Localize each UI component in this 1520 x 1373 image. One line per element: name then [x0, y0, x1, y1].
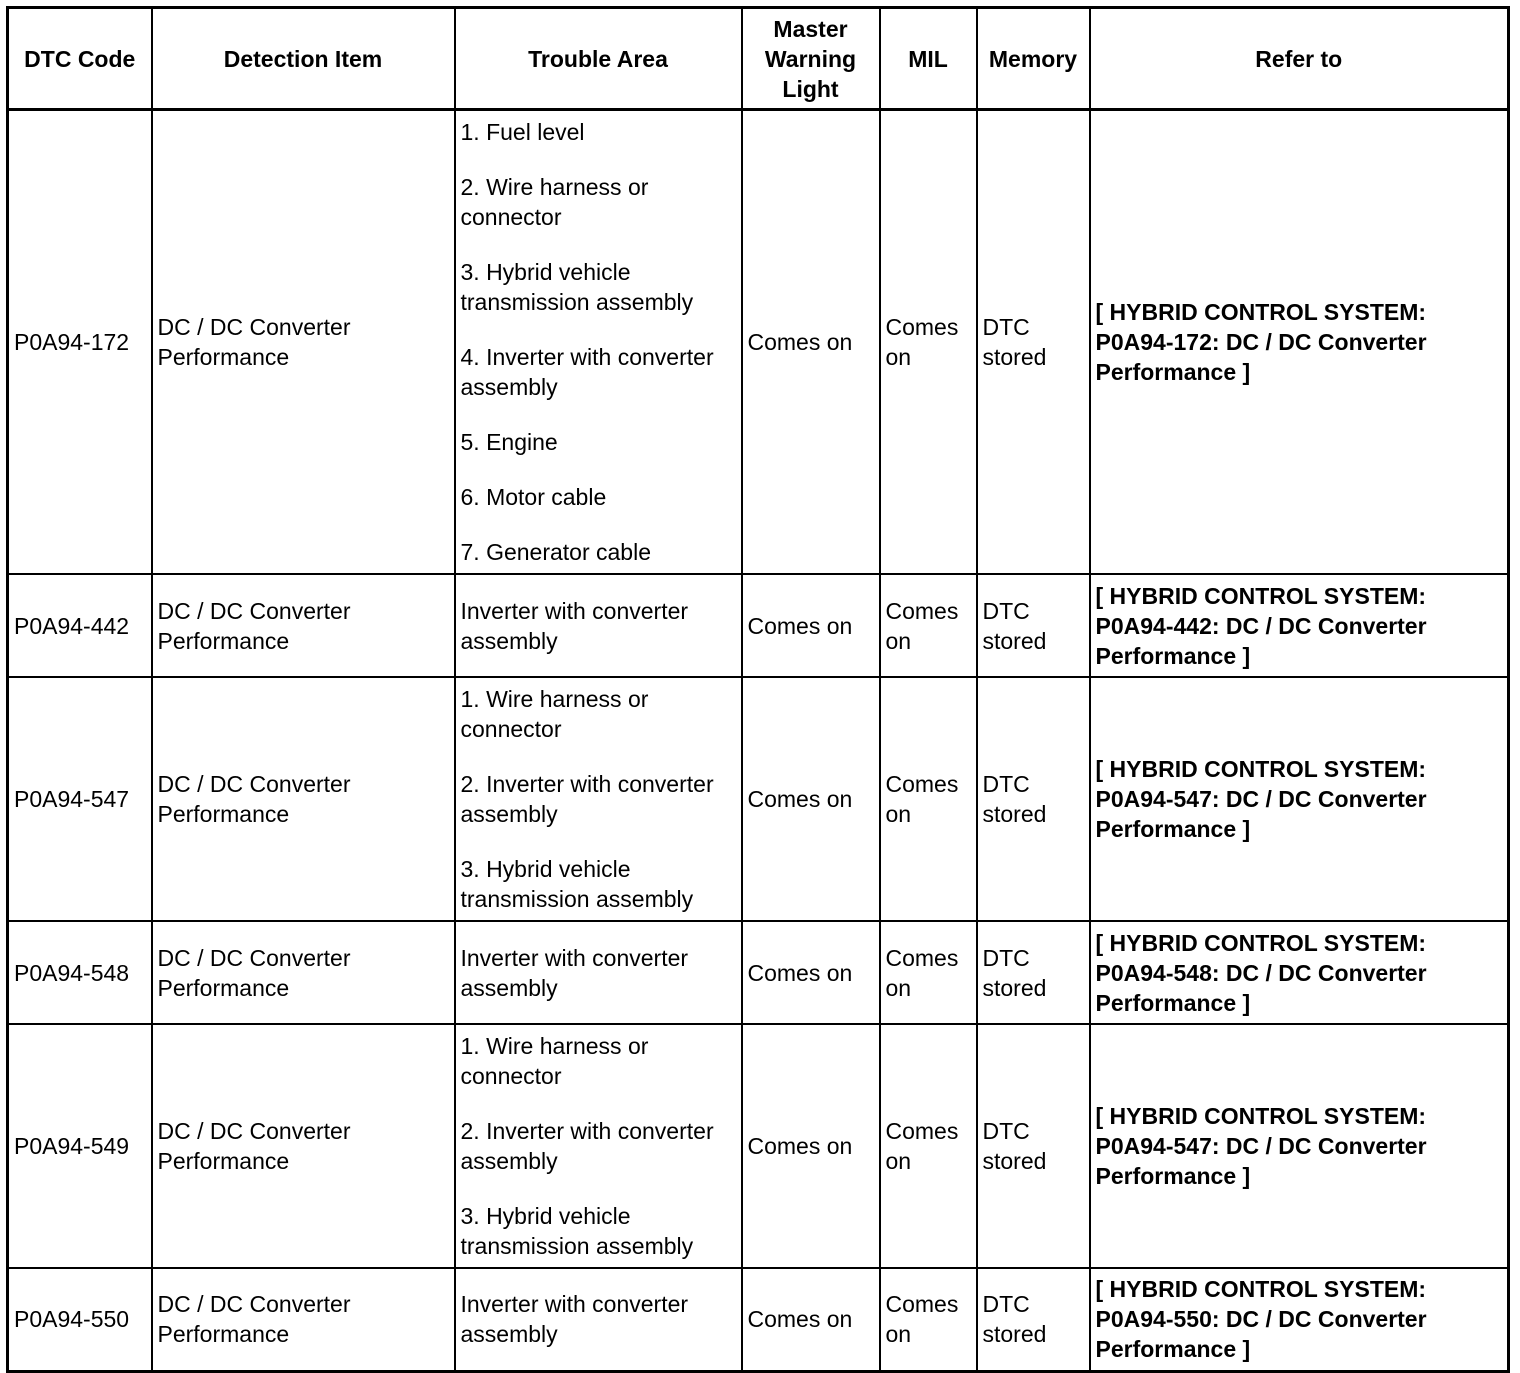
table-row: [8, 574, 1509, 677]
trouble-area-item: 1. Fuel level: [460, 119, 585, 145]
memory-cell: DTC stored: [977, 1268, 1090, 1371]
memory-cell: DTC stored: [977, 574, 1090, 677]
detection-item-cell: DC / DC Converter Performance: [152, 1024, 455, 1268]
memory-cell: DTC stored: [977, 921, 1090, 1024]
master-warning-light-cell: Comes on: [742, 110, 880, 575]
trouble-area-item: 2. Wire harness or connector: [460, 174, 649, 230]
header-row: [8, 8, 1509, 110]
trouble-area-item: 1. Wire harness or connector: [460, 1033, 649, 1089]
mil-cell: Comes on: [880, 677, 977, 921]
header-master-warning-light: Master Warning Light: [742, 8, 880, 110]
header-mil: MIL: [880, 8, 977, 110]
master-warning-light-cell: Comes on: [742, 574, 880, 677]
trouble-area-cell: [455, 921, 742, 1024]
table-row: [8, 110, 1509, 575]
trouble-area-item: 2. Inverter with converter assembly: [460, 771, 714, 827]
master-warning-light-cell: Comes on: [742, 677, 880, 921]
refer-to-cell: [ HYBRID CONTROL SYSTEM: P0A94-548: DC / DC Converter Performance ]: [1090, 921, 1509, 1024]
dtc-code-cell: P0A94-550: [8, 1268, 152, 1371]
detection-item-cell: DC / DC Converter Performance: [152, 1268, 455, 1371]
detection-item-cell: DC / DC Converter Performance: [152, 677, 455, 921]
memory-cell: DTC stored: [977, 1024, 1090, 1268]
master-warning-light-cell: Comes on: [742, 1024, 880, 1268]
trouble-area-cell: [455, 1024, 742, 1268]
refer-to-cell: [ HYBRID CONTROL SYSTEM: P0A94-550: DC / DC Converter Performance ]: [1090, 1268, 1509, 1371]
table-row: [8, 677, 1509, 921]
memory-cell: DTC stored: [977, 677, 1090, 921]
trouble-area-item: 2. Inverter with converter assembly: [460, 1118, 714, 1174]
trouble-area-cell: [455, 1268, 742, 1371]
mil-cell: Comes on: [880, 921, 977, 1024]
detection-item-cell: DC / DC Converter Performance: [152, 110, 455, 575]
dtc-code-cell: P0A94-547: [8, 677, 152, 921]
master-warning-light-cell: Comes on: [742, 921, 880, 1024]
dtc-code-cell: P0A94-548: [8, 921, 152, 1024]
header-dtc-code: DTC Code: [8, 8, 152, 110]
mil-cell: Comes on: [880, 1268, 977, 1371]
header-trouble-area: Trouble Area: [455, 8, 742, 110]
detection-item-cell: DC / DC Converter Performance: [152, 574, 455, 677]
trouble-area-item: 4. Inverter with converter assembly: [460, 344, 714, 400]
trouble-area-cell: [455, 574, 742, 677]
trouble-area-item: 3. Hybrid vehicle transmission assembly: [460, 1203, 694, 1259]
header-refer-to: Refer to: [1090, 8, 1509, 110]
table-row: [8, 1024, 1509, 1268]
table-row: [8, 921, 1509, 1024]
trouble-area-cell: [455, 110, 742, 575]
trouble-area-cell: [455, 677, 742, 921]
refer-to-cell: [ HYBRID CONTROL SYSTEM: P0A94-172: DC / DC Converter Performance ]: [1090, 110, 1509, 575]
dtc-table-container: [6, 6, 1510, 1373]
trouble-area-item: 1. Wire harness or connector: [460, 686, 649, 742]
mil-cell: Comes on: [880, 110, 977, 575]
header-detection-item: Detection Item: [152, 8, 455, 110]
memory-cell: DTC stored: [977, 110, 1090, 575]
trouble-area-item: Inverter with converter assembly: [460, 944, 689, 1001]
dtc-code-cell: P0A94-442: [8, 574, 152, 677]
trouble-area-item: 3. Hybrid vehicle transmission assembly: [460, 259, 694, 315]
trouble-area-item: Inverter with converter assembly: [460, 597, 689, 654]
refer-to-cell: [ HYBRID CONTROL SYSTEM: P0A94-547: DC / DC Converter Performance ]: [1090, 677, 1509, 921]
table-row: [8, 1268, 1509, 1371]
trouble-area-item: 7. Generator cable: [460, 539, 652, 565]
dtc-code-cell: P0A94-549: [8, 1024, 152, 1268]
trouble-area-item: 3. Hybrid vehicle transmission assembly: [460, 856, 694, 912]
refer-to-cell: [ HYBRID CONTROL SYSTEM: P0A94-442: DC / DC Converter Performance ]: [1090, 574, 1509, 677]
dtc-code-cell: P0A94-172: [8, 110, 152, 575]
master-warning-light-cell: Comes on: [742, 1268, 880, 1371]
dtc-table: [6, 6, 1510, 1373]
trouble-area-item: 5. Engine: [460, 429, 558, 455]
trouble-area-item: 6. Motor cable: [460, 484, 607, 510]
header-memory: Memory: [977, 8, 1090, 110]
refer-to-cell: [ HYBRID CONTROL SYSTEM: P0A94-547: DC / DC Converter Performance ]: [1090, 1024, 1509, 1268]
mil-cell: Comes on: [880, 574, 977, 677]
trouble-area-item: Inverter with converter assembly: [460, 1291, 689, 1348]
detection-item-cell: DC / DC Converter Performance: [152, 921, 455, 1024]
mil-cell: Comes on: [880, 1024, 977, 1268]
